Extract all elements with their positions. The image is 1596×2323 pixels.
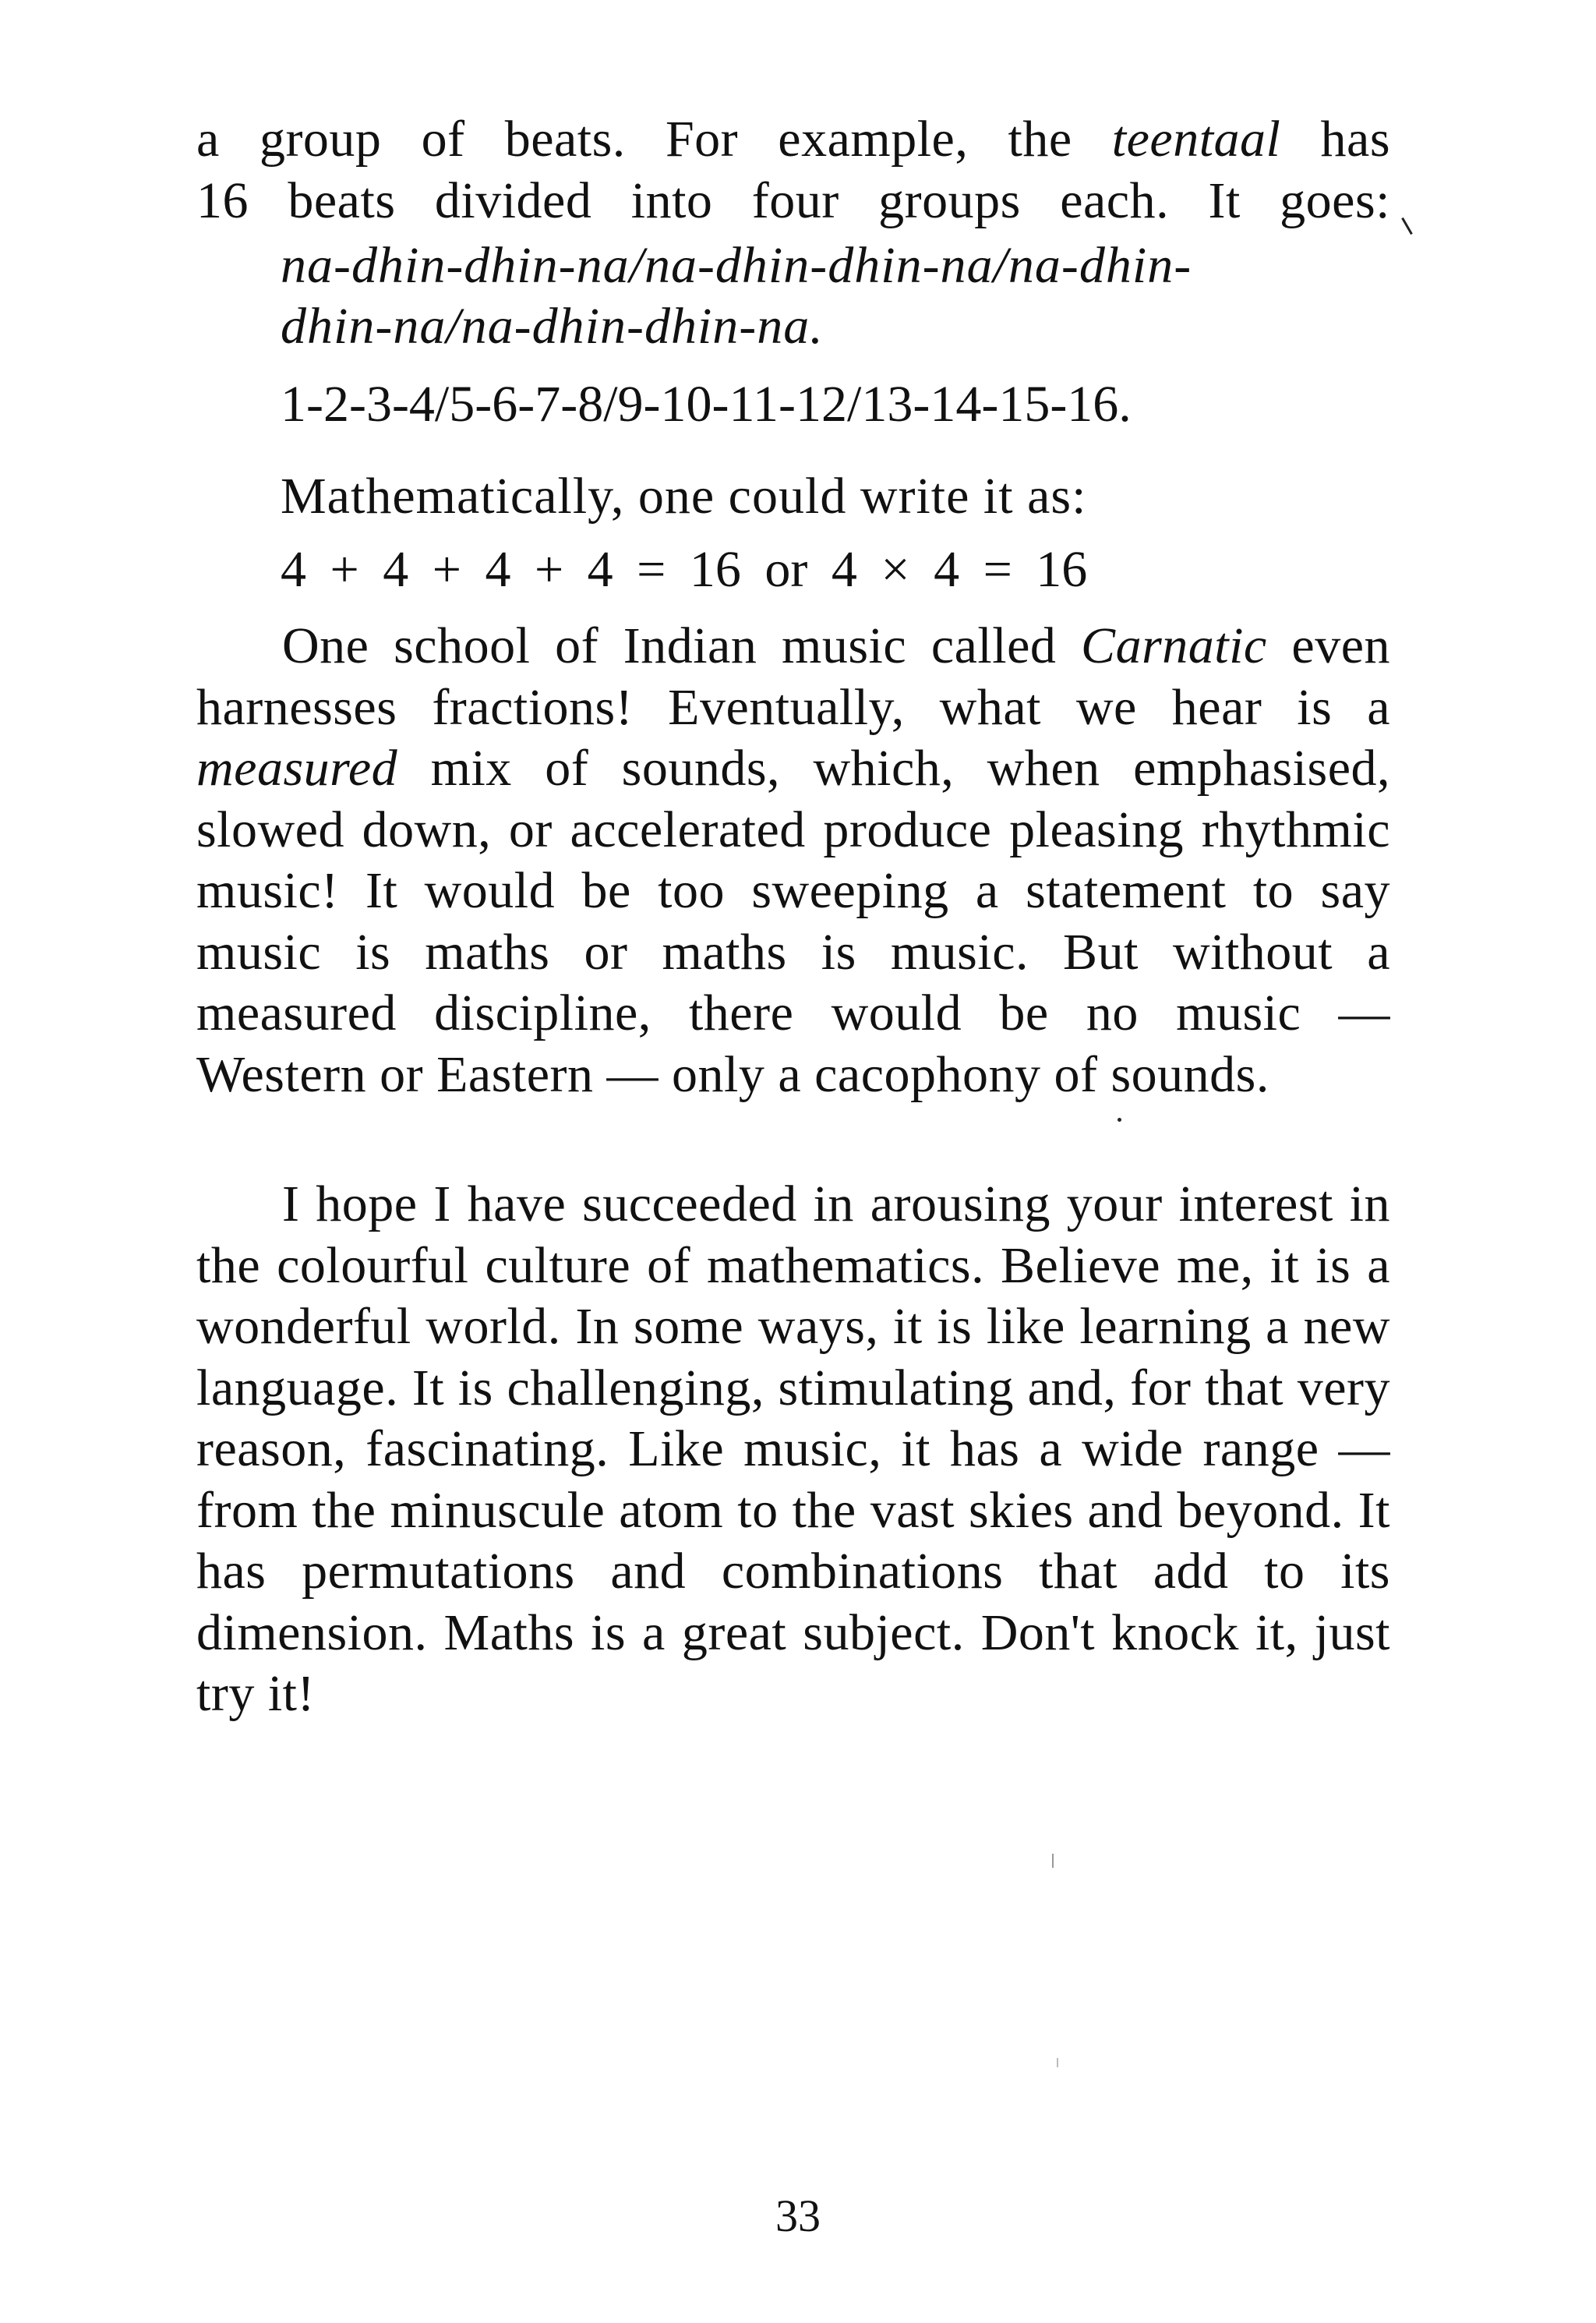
paragraph-teentaal bbox=[196, 109, 1390, 232]
beat-counts: 1-2-3-4/5-6-7-8/9-10-11-12/13-14-15-16. bbox=[281, 376, 1132, 433]
paragraph-teentaal-line-1: a group of beats. For example, the teentaal has bbox=[196, 111, 1390, 168]
bols-line-1: na-dhin-dhin-na/na-dhin-dhin-na/na-dhin- bbox=[281, 237, 1192, 294]
term-carnatic: Carnatic bbox=[1081, 617, 1267, 674]
math-intro: Mathematically, one could write it as: bbox=[281, 468, 1087, 525]
paragraph-conclusion: I hope I have succeeded in arousing your interest in the colourful culture of mathematics. Believe me, it is a wonderful world. In some ways, it is like learning a new language. It is challenging, stimulating and, for that very reason, fascinating. Like music, it has a wide range — from the minuscule atom to the vast skies and beyond. It has permutations and combinations that add to its dimension. Maths is a great subject. Don't knock it, just try it! bbox=[196, 1176, 1390, 1722]
bols-line-2: dhin-na/na-dhin-dhin-na. bbox=[281, 298, 824, 355]
term-teentaal: teentaal bbox=[1111, 111, 1281, 168]
paragraph-carnatic: One school of Indian music called Carnatic even harnesses fractions! Eventually, what we hear is a measured mix of sounds, which, when emphasised, slowed down, or accelerated produce pleasing rhythmic music! It would be too sweeping a statement to say music is maths or maths is music. But without a measured discipline, there would be no music — Western or Eastern — only a cacophony of sounds. bbox=[196, 617, 1390, 1103]
stray-mark bbox=[1401, 217, 1413, 235]
page-number: 33 bbox=[775, 2190, 821, 2241]
stray-dot bbox=[1118, 1118, 1121, 1122]
stray-mark-lower-2 bbox=[1057, 2058, 1058, 2067]
paragraph-teentaal-line-2: 16 beats divided into four groups each. It goes: bbox=[196, 171, 1390, 229]
equation: 4 + 4 + 4 + 4 = 16 or 4 × 4 = 16 bbox=[281, 541, 1088, 598]
term-measured: measured bbox=[196, 740, 398, 797]
stray-mark-lower-1 bbox=[1052, 1854, 1054, 1868]
